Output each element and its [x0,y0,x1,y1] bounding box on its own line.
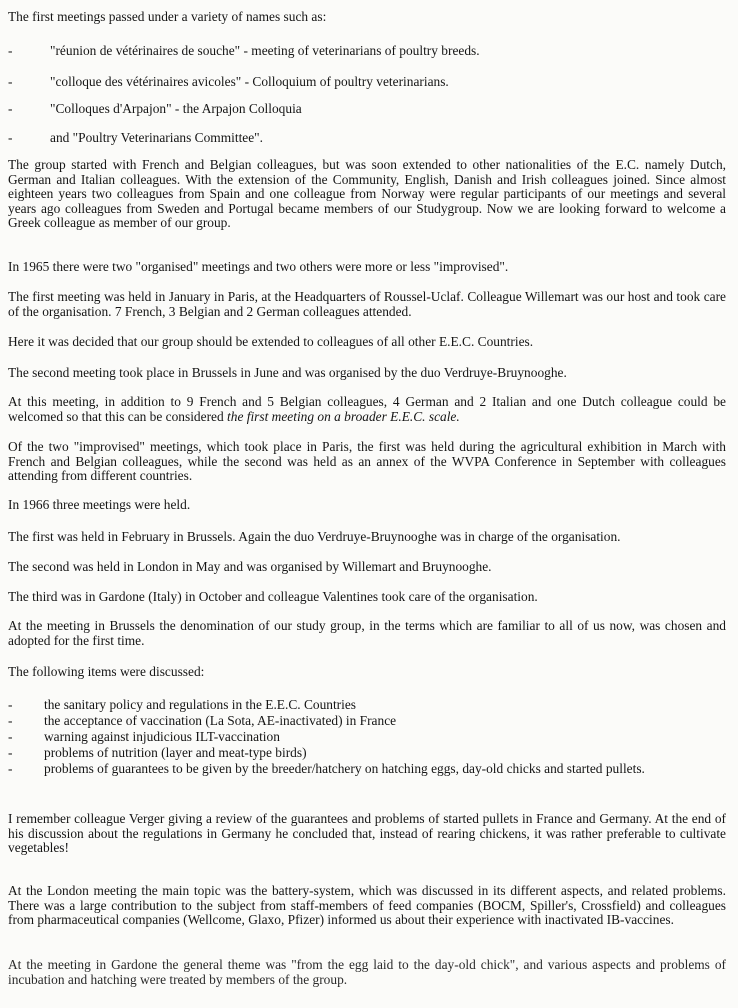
list-dash: - [8,761,13,776]
list-item-text: "Colloques d'Arpajon" - the Arpajon Colloquia [50,101,302,116]
list-item-text: the sanitary policy and regulations in the E.E.C. Countries [44,697,357,712]
paragraph-second-meeting: The second meeting took place in Brussels in June and was organised by the duo Verdruye-Bruynooghe. [8,365,567,380]
paragraph-improvised: Of the two "improvised" meetings, which took place in Paris, the first was held during the agricultural exhibition in March with French and Belgian colleagues, while the second was held as an annex of the WVPA Conference in September with colleagues attending from different countries. [8,439,726,483]
list-dash: - [8,729,13,744]
paragraph-at-this-meeting [8,395,726,424]
list-item-text: warning against injudicious ILT-vaccination [44,729,280,744]
emphasis-text: the first meeting on a broader E.E.C. scale. [227,408,460,424]
paragraph-text: At this meeting, in addition to 9 French and 5 Belgian colleagues, 4 German and 2 Italian and one Dutch colleague could be welcomed so that this can be considered [8,394,726,424]
list-dash: - [8,74,13,89]
paragraph-battery: At the London meeting the main topic was the battery-system, which was discussed in its different aspects, and related problems. There was a large contribution to the subject from staff-members of feed companies (BOCM, Spiller's, Crossfield) and colleagues from pharmaceutical companies (Wellcome, Glaxo, Pfizer) informed us about their experience with inactivated IB-vaccines. [8,883,726,927]
list-dash: - [8,101,13,116]
paragraph-egg: At the meeting in Gardone the general theme was "from the egg laid to the day-old chick", and various aspects and problems of incubation and hatching were treated by members of the group. [8,957,726,987]
list-item-text: the acceptance of vaccination (La Sota, AE-inactivated) in France [44,713,397,728]
list-item-text: problems of guarantees to be given by the breeder/hatchery on hatching eggs, day-old chicks and started pullets. [44,761,645,776]
list-dash: - [8,745,13,760]
paragraph-denomination: At the meeting in Brussels the denomination of our study group, in the terms which are familiar to all of us now, was chosen and adopted for the first time. [8,618,726,648]
paragraph-london: The second was held in London in May and was organised by Willemart and Bruynooghe. [8,559,492,574]
list-dash: - [8,43,13,58]
list-dash: - [8,130,13,145]
paragraph-group-origin: The group started with French and Belgian colleagues, but was soon extended to other nationalities of the E.C. namely Dutch, German and Italian colleagues. With the extension of the Community, English, Danish and Irish colleagues joined. Since almost eighteen years two colleagues from Spain and one colleague from Norway were regular participants of our meetings and several years ago colleagues from Sweden and Portugal became members of our Studygroup. Now we are looking forward to welcome a Greek colleague as member of our group. [8,157,726,230]
paragraph-1966: In 1966 three meetings were held. [8,497,191,512]
list-item-text: "réunion de vétérinaires de souche" - meeting of veterinarians of poultry breeds. [50,43,480,58]
list-item-text: and "Poultry Veterinarians Committee". [50,130,263,145]
list-item-text: problems of nutrition (layer and meat-type birds) [44,745,307,760]
list-dash: - [8,713,13,728]
list-item-text: "colloque des vétérinaires avicoles" - Colloquium of poultry veterinarians. [50,74,449,89]
paragraph-decision: Here it was decided that our group should be extended to colleagues of all other E.E.C. Countries. [8,334,534,349]
paragraph-february: The first was held in February in Brussels. Again the duo Verdruye-Bruynooghe was in charge of the organisation. [8,529,621,544]
paragraph-1965: In 1965 there were two "organised" meetings and two others were more or less "improvised". [8,259,509,274]
paragraph-verger: I remember colleague Verger giving a review of the guarantees and problems of started pullets in France and Germany. At the end of his discussion about the regulations in Germany he concluded that, instead of rearing chickens, it was rather preferable to cultivate vegetables! [8,811,726,855]
intro-line: The first meetings passed under a variety of names such as: [8,9,327,24]
paragraph-items-intro: The following items were discussed: [8,664,205,679]
paragraph-first-meeting: The first meeting was held in January in Paris, at the Headquarters of Roussel-Uclaf. Colleague Willemart was our host and took care of the organisation. 7 French, 3 Belgian and 2 German colleagues attended. [8,289,726,319]
list-dash: - [8,697,13,712]
paragraph-gardone: The third was in Gardone (Italy) in October and colleague Valentines took care of the organisation. [8,589,538,604]
